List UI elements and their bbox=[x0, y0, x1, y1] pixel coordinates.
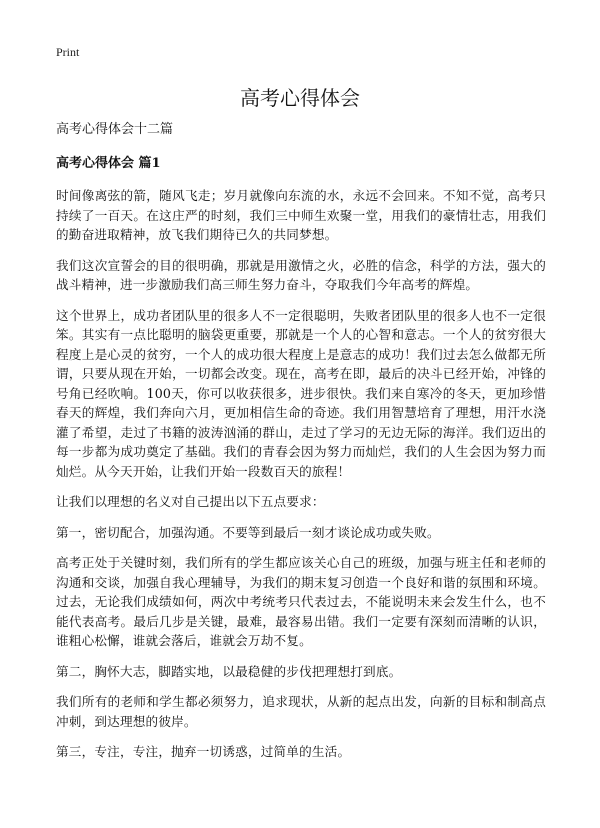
document-body bbox=[56, 120, 546, 773]
paragraph: 第二，胸怀大志，脚踏实地，以最稳健的步伐把理想打到底。 bbox=[56, 663, 402, 679]
paragraph: 时间像离弦的箭，随风飞走；岁月就像向东流的水，永远不会回来。不知不觉，高考只持续了一百天。在这庄严的时刻，我们三中师生欢聚一堂，用我们的豪情壮志，用我们的勤奋进取精神，放飞我们期待已久的共同梦想。 bbox=[56, 188, 546, 242]
paragraph: 第三，专注，专注，抛弃一切诱惑，过简单的生活。 bbox=[56, 744, 351, 759]
section-heading: 高考心得体会 篇1 bbox=[56, 156, 161, 171]
paragraph: 高考正处于关键时刻，我们所有的学生都应该关心自己的班级，加强与班主任和老师的沟通和交谈，加强自我心理辅导，为我们的期末复习创造一个良好和谐的氛围和环境。过去，无论我们成绩如何，两次中考统考只代表过去，不能说明未来会发生什么，也不能代表高考。最后几步是关键，最难，最容易出错。我们一定要有深刻而清晰的认识，谁粗心松懈，谁就会落后，谁就会万劫不复。 bbox=[56, 555, 546, 648]
document-title: 高考心得体会 bbox=[240, 86, 360, 110]
paragraph: 我们所有的老师和学生都必须努力，追求现状，从新的起点出发，向新的目标和制高点冲刺，到达理想的彼岸。 bbox=[56, 694, 546, 729]
paragraph: 我们这次宣誓会的目的很明确，那就是用激情之火，必胜的信念，科学的方法，强大的战斗精神，进一步激励我们高三师生努力奋斗，夺取我们今年高考的辉煌。 bbox=[56, 257, 546, 292]
paragraph: 让我们以理想的名义对自己提出以下五点要求： bbox=[56, 494, 325, 509]
document-subtitle: 高考心得体会十二篇 bbox=[56, 122, 174, 137]
print-label[interactable]: Print bbox=[56, 45, 80, 59]
paragraph: 第一，密切配合，加强沟通。不要等到最后一刻才谈论成功或失败。 bbox=[56, 524, 440, 540]
paragraph: 这个世界上，成功者团队里的很多人不一定很聪明，失败者团队里的很多人也不一定很笨。其实有一点比聪明的脑袋更重要，那就是一个人的心智和意志。一个人的贫穷很大程度上是心灵的贫穷，一个人的成功很大程度上是意志的成功！我们过去怎么做都无所谓，只要从现在开始，一切都会改变。现在，高考在即，最后的决斗已经开始，冲锋的号角已经吹响。100天，你可以收获很多，进步很快。我们来自寒冷的冬天，更加珍惜春天的辉煌，我们奔向六月，更加相信生命的奇迹。我们用智慧培育了理想，用汗水浇灌了希望，走过了书籍的波涛汹涌的群山，走过了学习的无边无际的海洋。我们迈出的每一步都为成功奠定了基础。我们的青春会因为努力而灿烂，我们的人生会因为努力而灿烂。从今天开始，让我们开始一段数百天的旅程！ bbox=[56, 307, 546, 479]
